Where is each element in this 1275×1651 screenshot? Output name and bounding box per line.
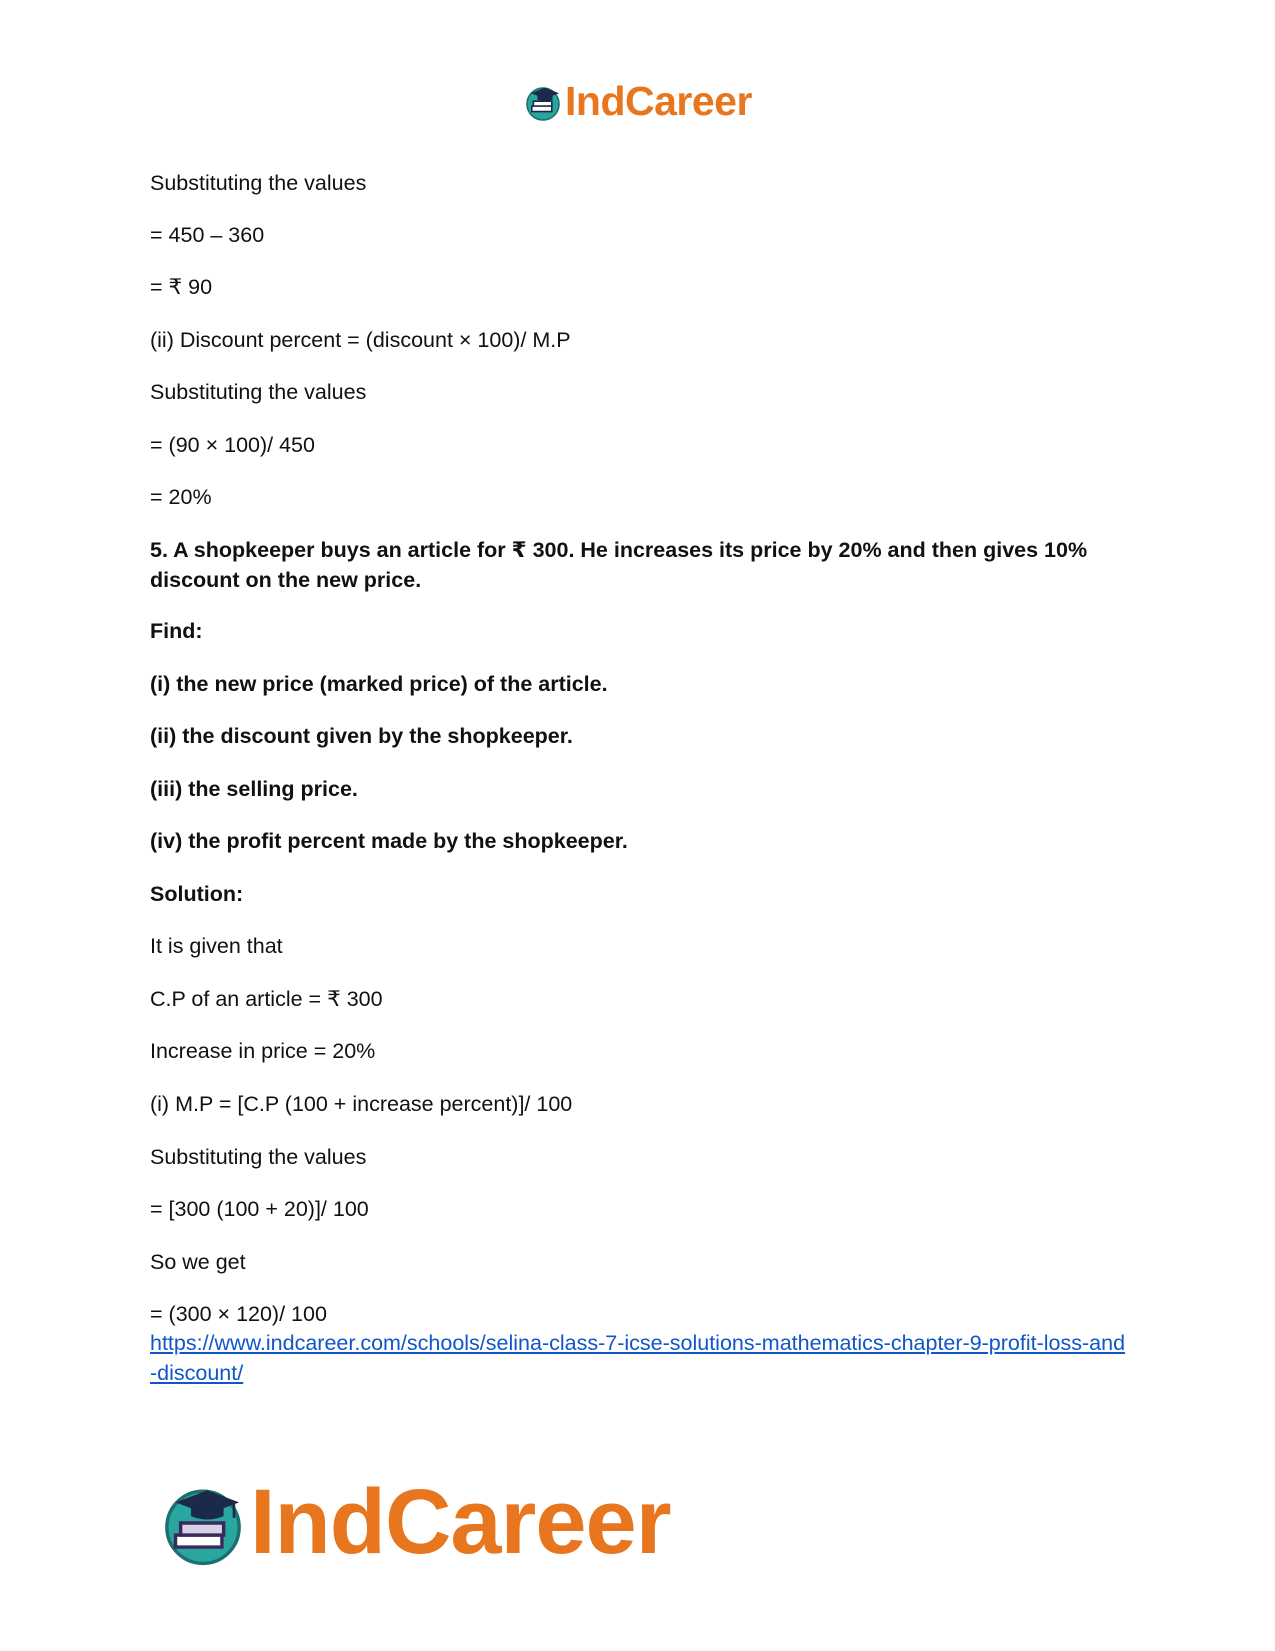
logo-text: IndCareer — [565, 78, 752, 124]
question-text-line: (ii) the discount given by the shopkeeper. — [150, 724, 573, 748]
solution-text-line: = ₹ 90 — [150, 275, 213, 299]
solution-text-line: (ii) Discount percent = (discount × 100)/ M.P — [150, 328, 571, 352]
solution-text-line: Substituting the values — [150, 1145, 367, 1169]
solution-text-line: So we get — [150, 1250, 246, 1274]
footer-logo — [160, 1470, 671, 1575]
graduation-cap-globe-icon — [523, 82, 563, 122]
solution-text-line: = 20% — [150, 485, 212, 509]
solution-text-line: Substituting the values — [150, 380, 367, 404]
question-text-line: (iii) the selling price. — [150, 777, 358, 801]
question-text-line: Solution: — [150, 882, 244, 906]
question-text-line: (iv) the profit percent made by the shopkeeper. — [150, 829, 628, 853]
solution-text-line: = [300 (100 + 20)]/ 100 — [150, 1197, 369, 1221]
solution-text-line: = 450 – 360 — [150, 223, 265, 247]
question-text-line: 5. A shopkeeper buys an article for ₹ 300. He increases its price by 20% and then gives 10% discount on the new price. — [150, 538, 1088, 592]
question-text-line: (i) the new price (marked price) of the article. — [150, 672, 608, 696]
solution-text-line: It is given that — [150, 934, 283, 958]
solution-text-line: = (300 × 120)/ 100 — [150, 1302, 327, 1326]
solution-text-line: Increase in price = 20% — [150, 1039, 376, 1063]
footer-logo-text: IndCareer — [250, 1471, 671, 1573]
logo — [523, 78, 752, 125]
question-text-line: Find: — [150, 619, 203, 643]
graduation-cap-globe-books-icon — [160, 1480, 246, 1566]
source-url-link[interactable]: https://www.indcareer.com/schools/selina-class-7-icse-solutions-mathematics-chapter-9-profit-loss-and-discount/ — [150, 1331, 1126, 1385]
header-logo — [0, 78, 1275, 125]
solution-text-line: Substituting the values — [150, 171, 367, 195]
solution-text-line: = (90 × 100)/ 450 — [150, 433, 315, 457]
solution-text-line: (i) M.P = [C.P (100 + increase percent)]/ 100 — [150, 1092, 573, 1116]
solution-text-line: C.P of an article = ₹ 300 — [150, 987, 383, 1011]
